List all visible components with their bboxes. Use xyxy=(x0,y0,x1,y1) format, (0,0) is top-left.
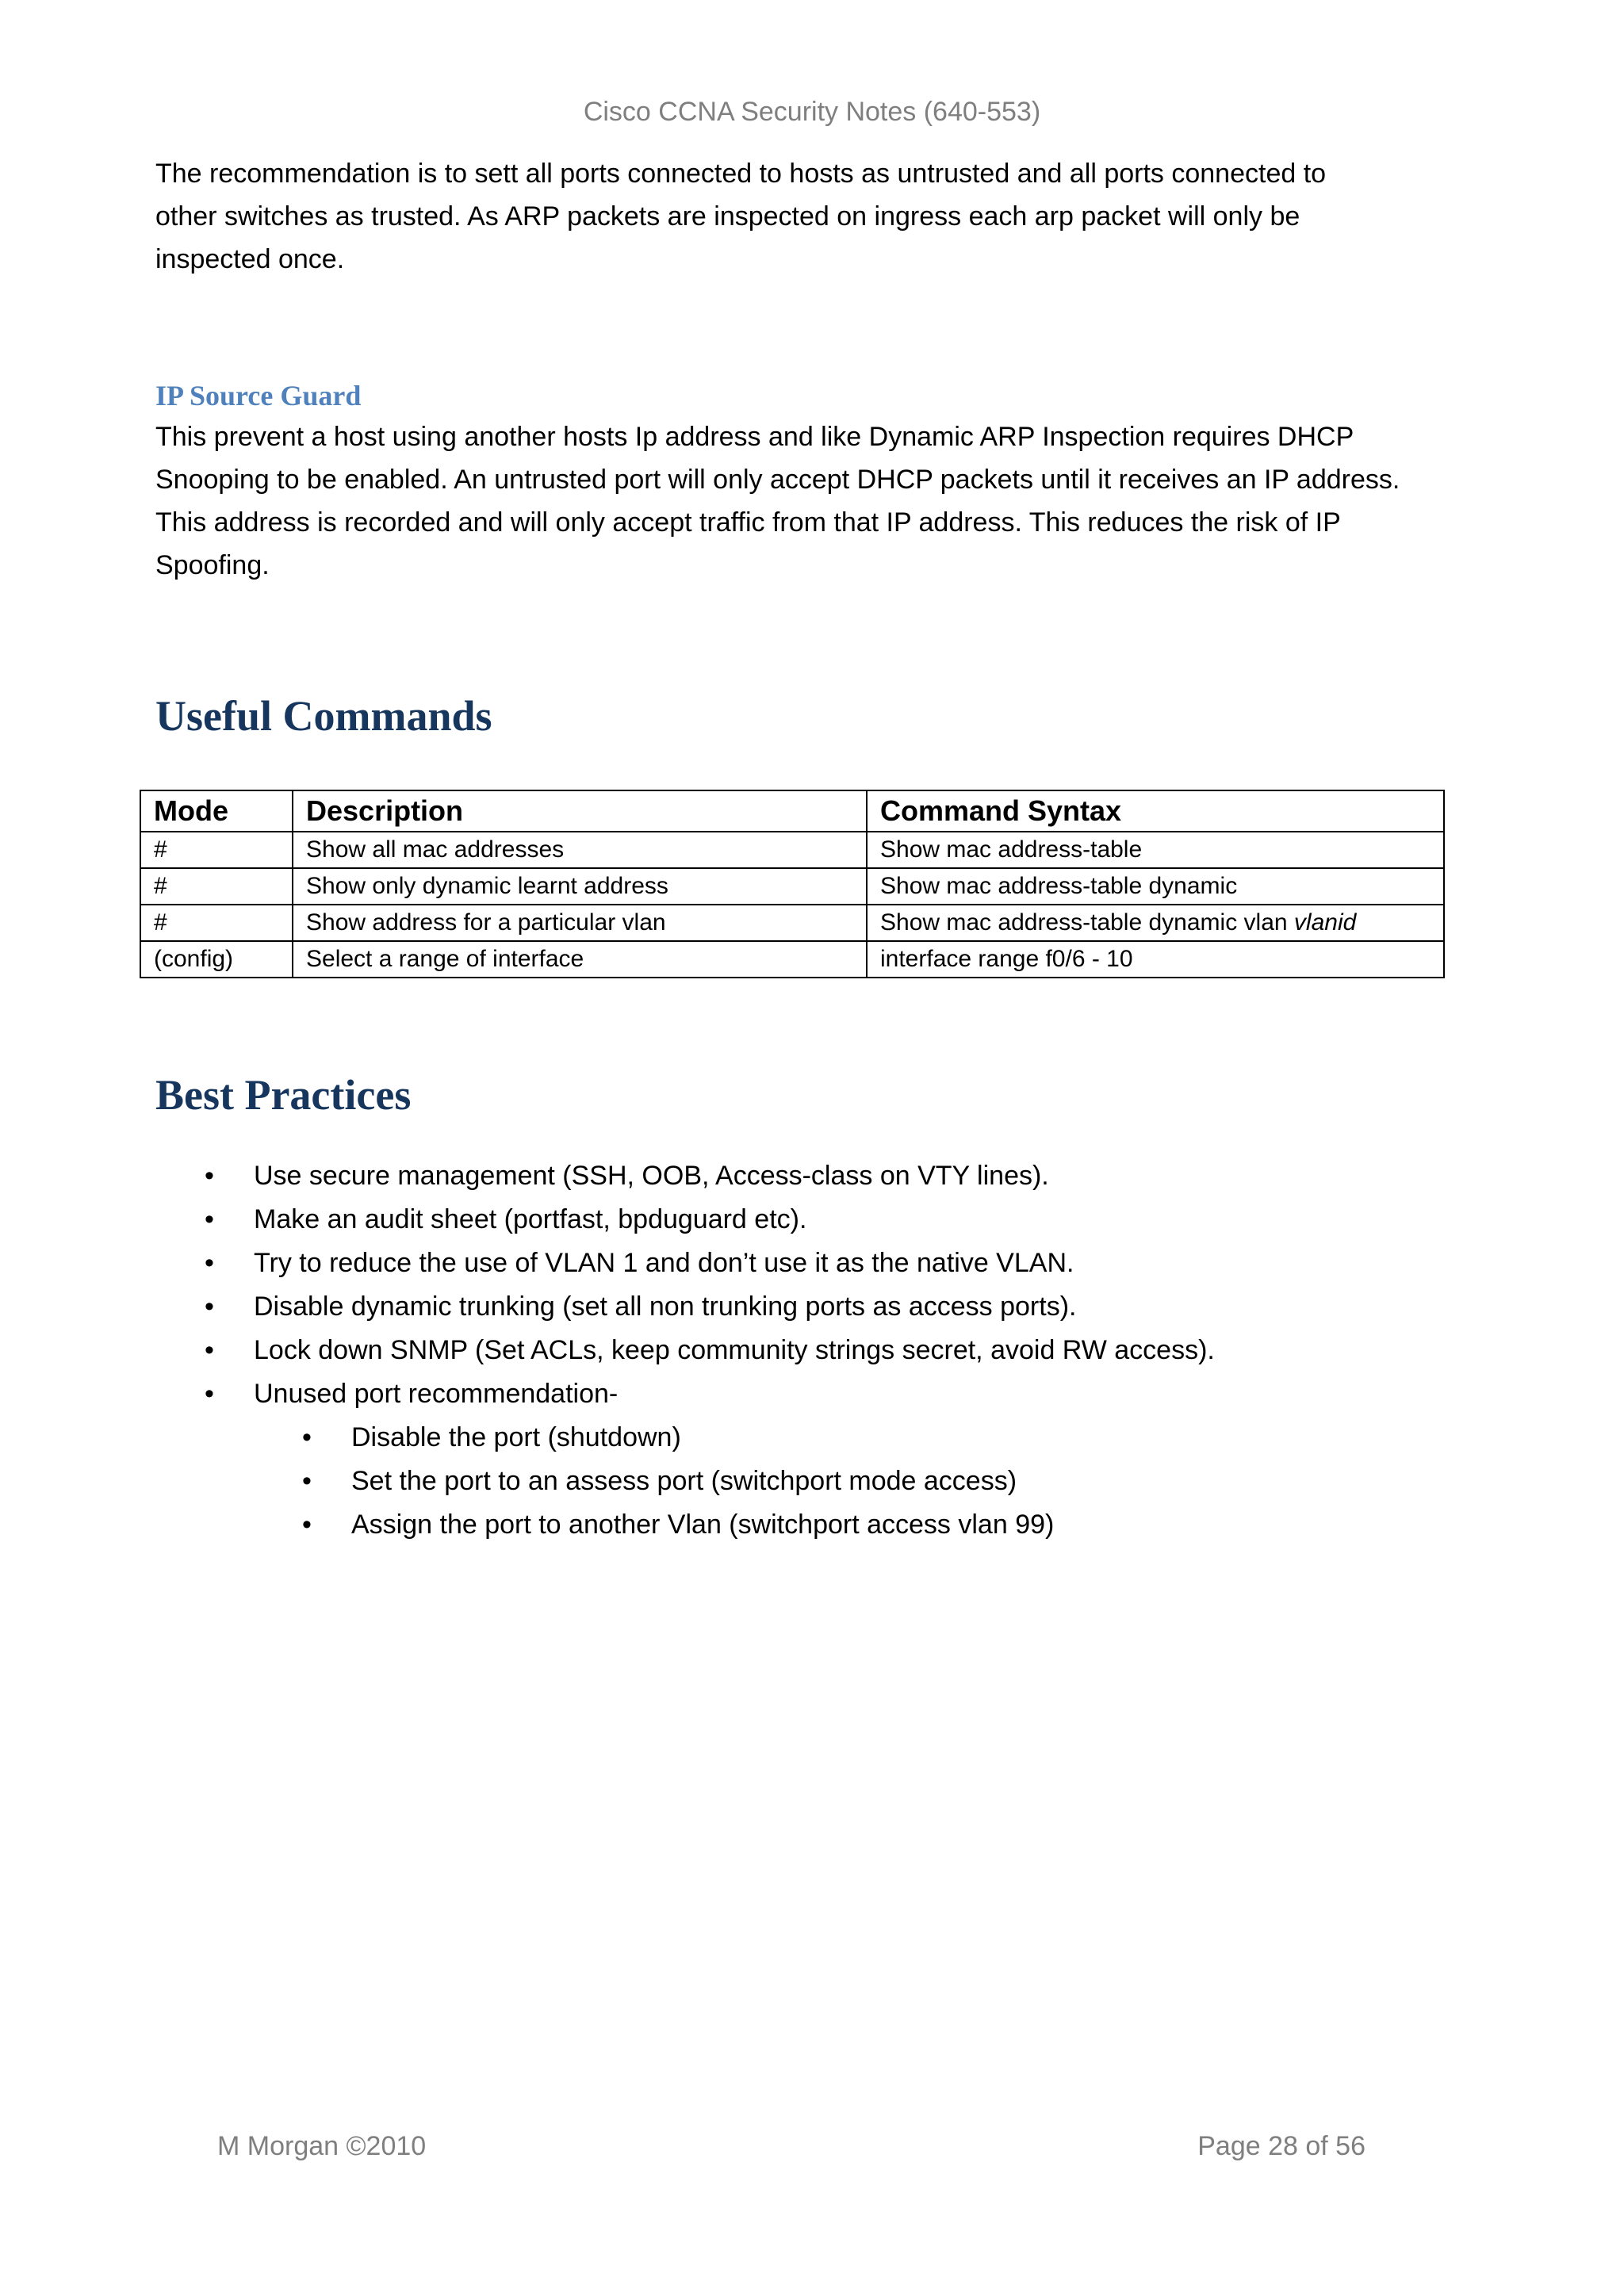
list-item-text: Use secure management (SSH, OOB, Access-class on VTY lines). xyxy=(254,1161,1049,1191)
bullet-icon: • xyxy=(205,1161,214,1191)
main-content xyxy=(155,152,1456,744)
spacer xyxy=(155,281,1456,376)
list-item xyxy=(155,1285,1215,1329)
list-item xyxy=(155,1242,1215,1285)
table-header-row xyxy=(140,790,1444,832)
list-item-text: Try to reduce the use of VLAN 1 and don’t use it as the native VLAN. xyxy=(254,1248,1074,1278)
bullet-icon: • xyxy=(205,1204,214,1234)
list-item xyxy=(155,1198,1215,1242)
list-item xyxy=(155,1372,1215,1416)
cell-mode: (config) xyxy=(140,941,293,978)
sub-list-item xyxy=(155,1416,1215,1460)
intro-line: other switches as trusted. As ARP packets are inspected on ingress each arp packet will only be xyxy=(155,201,1300,232)
list-item-text: Make an audit sheet (portfast, bpduguard etc). xyxy=(254,1204,807,1234)
list-item-text: Unused port recommendation- xyxy=(254,1379,619,1409)
footer-page-number: Page 28 of 56 xyxy=(1197,2131,1365,2161)
column-header-mode: Mode xyxy=(140,790,293,832)
useful-commands-heading: Useful Commands xyxy=(155,692,492,740)
cell-syntax xyxy=(867,832,1444,868)
spacer xyxy=(155,587,1456,688)
table-row xyxy=(140,832,1444,868)
cell-syntax xyxy=(867,905,1444,941)
cell-mode: # xyxy=(140,832,293,868)
ip-source-guard-paragraph xyxy=(155,415,1456,587)
best-practices-heading: Best Practices xyxy=(155,1071,412,1119)
best-practices-list xyxy=(155,1154,1215,1547)
ip-source-guard-heading: IP Source Guard xyxy=(155,380,362,411)
syntax-text: Show mac address-table dynamic vlan xyxy=(880,909,1294,936)
bullet-icon: • xyxy=(205,1335,214,1365)
bullet-icon: • xyxy=(205,1248,214,1278)
cell-syntax xyxy=(867,868,1444,905)
commands-table xyxy=(140,790,1445,978)
page-header: Cisco CCNA Security Notes (640-553) xyxy=(583,97,1041,127)
bullet-icon: • xyxy=(302,1422,312,1452)
list-item-text: Disable the port (shutdown) xyxy=(351,1422,681,1452)
sub-list-item xyxy=(155,1503,1215,1547)
footer-author: M Morgan ©2010 xyxy=(217,2131,427,2161)
cell-description: Show all mac addresses xyxy=(293,832,867,868)
cell-mode: # xyxy=(140,905,293,941)
table-row xyxy=(140,905,1444,941)
column-header-syntax: Command Syntax xyxy=(867,790,1444,832)
cell-mode: # xyxy=(140,868,293,905)
intro-line: The recommendation is to sett all ports connected to hosts as untrusted and all ports connected to xyxy=(155,159,1327,189)
paragraph-line: This address is recorded and will only accept traffic from that IP address. This reduces the risk of IP xyxy=(155,507,1341,538)
table-row xyxy=(140,868,1444,905)
paragraph-line: Spoofing. xyxy=(155,550,270,580)
list-item xyxy=(155,1329,1215,1372)
list-item-text: Set the port to an assess port (switchport mode access) xyxy=(351,1466,1017,1496)
list-item xyxy=(155,1154,1215,1198)
intro-paragraph xyxy=(155,152,1456,281)
bullet-icon: • xyxy=(302,1466,312,1496)
paragraph-line: This prevent a host using another hosts Ip address and like Dynamic ARP Inspection requires DHCP xyxy=(155,422,1354,452)
intro-line: inspected once. xyxy=(155,244,345,274)
cell-description: Show only dynamic learnt address xyxy=(293,868,867,905)
bullet-icon: • xyxy=(205,1292,214,1322)
list-item-text: Disable dynamic trunking (set all non trunking ports as access ports). xyxy=(254,1292,1077,1322)
bullet-icon: • xyxy=(205,1379,214,1409)
list-item-text: Lock down SNMP (Set ACLs, keep community strings secret, avoid RW access). xyxy=(254,1335,1215,1365)
syntax-text: Show mac address-table xyxy=(880,836,1143,863)
list-item-text: Assign the port to another Vlan (switchport access vlan 99) xyxy=(351,1510,1055,1540)
syntax-text: Show mac address-table dynamic xyxy=(880,873,1238,899)
paragraph-line: Snooping to be enabled. An untrusted port will only accept DHCP packets until it receives an IP address. xyxy=(155,465,1400,495)
bullet-icon: • xyxy=(302,1510,312,1540)
cell-description: Show address for a particular vlan xyxy=(293,905,867,941)
column-header-description: Description xyxy=(293,790,867,832)
table-row xyxy=(140,941,1444,978)
syntax-italic-text: vlanid xyxy=(1293,909,1357,936)
syntax-text: interface range f0/6 - 10 xyxy=(880,946,1133,972)
sub-list-item xyxy=(155,1460,1215,1503)
cell-syntax xyxy=(867,941,1444,978)
cell-description: Select a range of interface xyxy=(293,941,867,978)
